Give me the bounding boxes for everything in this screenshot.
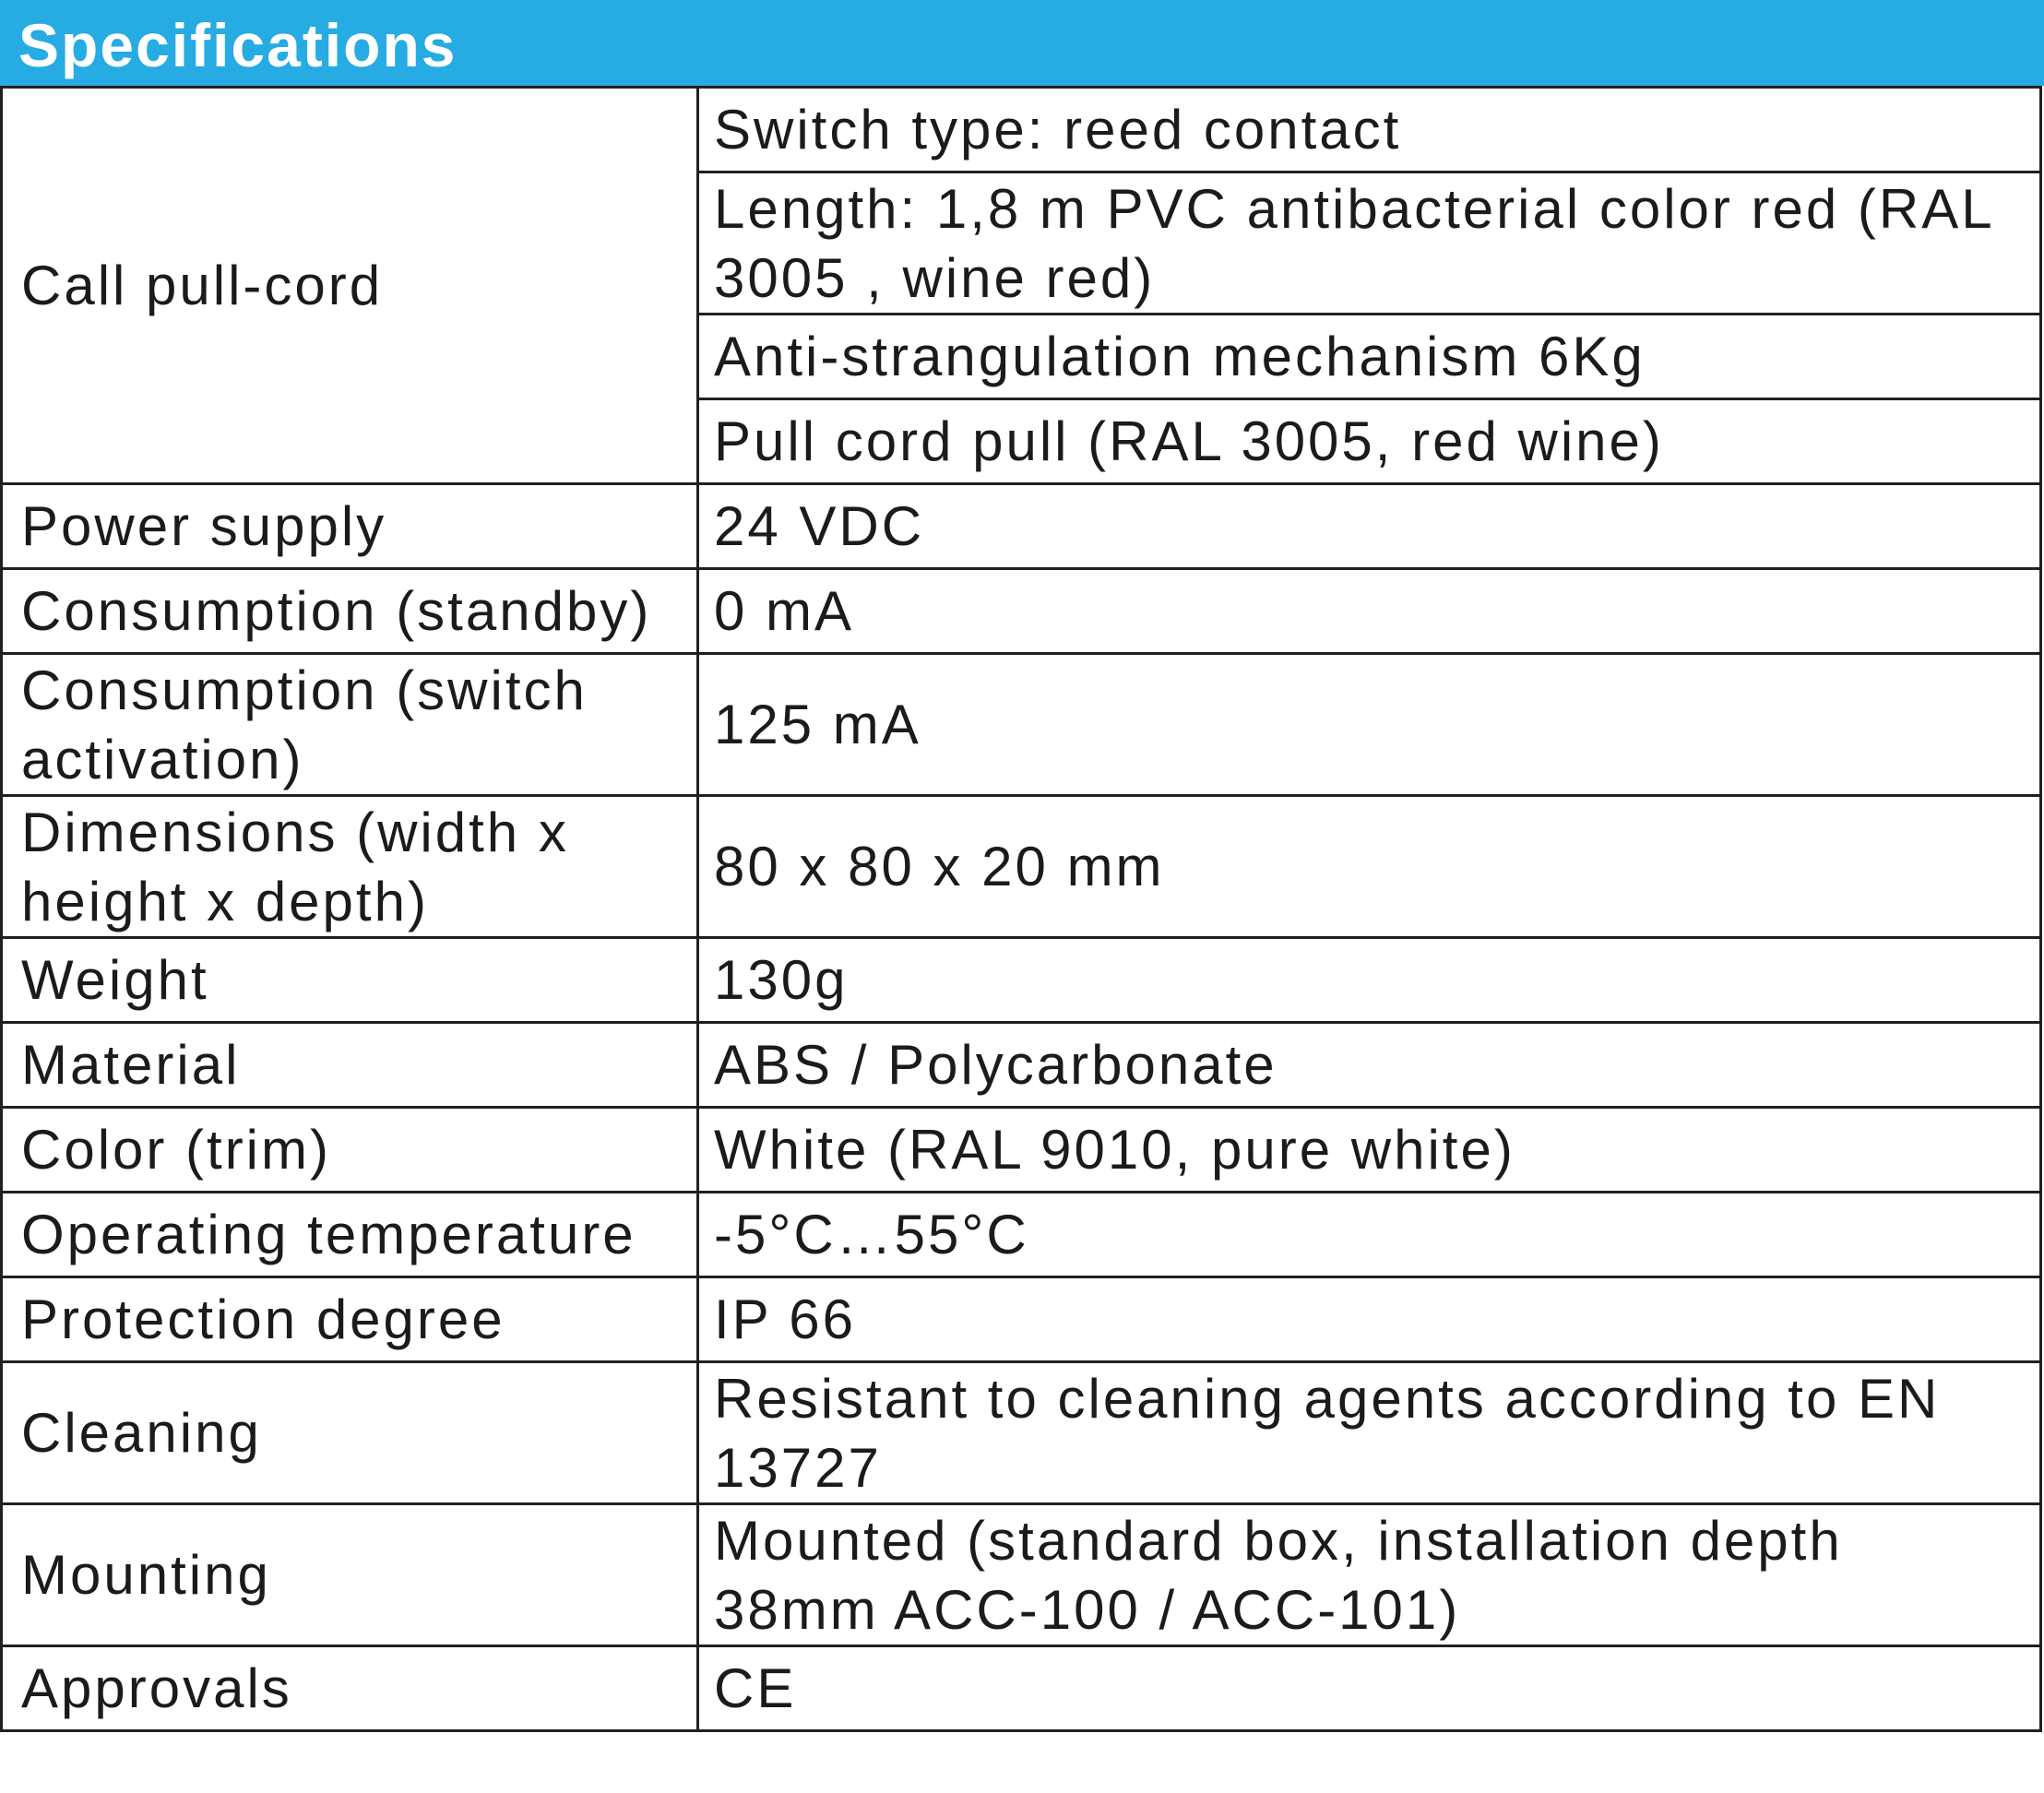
spec-label: Color (trim): [2, 1108, 698, 1193]
spec-row-consumption-switch: [2, 654, 2041, 796]
spec-label: Operating temperature: [2, 1193, 698, 1277]
spec-row-cleaning: [2, 1362, 2041, 1504]
spec-label: Dimensions (width x height x depth): [2, 796, 698, 938]
spec-row-consumption-standby: [2, 569, 2041, 654]
spec-row-power-supply: [2, 484, 2041, 569]
spec-value: ABS / Polycarbonate: [698, 1023, 2041, 1108]
spec-label: Mounting: [2, 1504, 698, 1646]
spec-label: Consumption (standby): [2, 569, 698, 654]
spec-row-mounting: [2, 1504, 2041, 1646]
spec-label: Material: [2, 1023, 698, 1108]
spec-value: CE: [698, 1646, 2041, 1731]
spec-row-color: [2, 1108, 2041, 1193]
spec-value: 0 mA: [698, 569, 2041, 654]
spec-value: 125 mA: [698, 654, 2041, 796]
spec-row-protection-degree: [2, 1277, 2041, 1362]
specifications-table: [0, 86, 2042, 1732]
spec-label: Consumption (switch activation): [2, 654, 698, 796]
spec-value: Resistant to cleaning agents according to EN 13727: [698, 1362, 2041, 1504]
spec-label: Call pull-cord: [2, 88, 698, 484]
section-title: Specifications: [18, 11, 458, 79]
spec-label: Approvals: [2, 1646, 698, 1731]
spec-value: 80 x 80 x 20 mm: [698, 796, 2041, 938]
spec-row-operating-temperature: [2, 1193, 2041, 1277]
section-header-bar: [0, 0, 2044, 86]
spec-label: Power supply: [2, 484, 698, 569]
spec-row-dimensions: [2, 796, 2041, 938]
spec-value: Mounted (standard box, installation depth 38mm ACC-100 / ACC-101): [698, 1504, 2041, 1646]
spec-value: Switch type: reed contact: [698, 88, 2041, 172]
spec-value: Anti-strangulation mechanism 6Kg: [698, 315, 2041, 399]
spec-value: 130g: [698, 938, 2041, 1023]
spec-value: Length: 1,8 m PVC antibacterial color red (RAL 3005 , wine red): [698, 172, 2041, 315]
spec-label: Protection degree: [2, 1277, 698, 1362]
spec-row-call-pull-cord: [2, 88, 2041, 172]
spec-row-approvals: [2, 1646, 2041, 1731]
spec-value: IP 66: [698, 1277, 2041, 1362]
spec-value: -5°C…55°C: [698, 1193, 2041, 1277]
spec-label: Weight: [2, 938, 698, 1023]
spec-row-material: [2, 1023, 2041, 1108]
spec-value: Pull cord pull (RAL 3005, red wine): [698, 399, 2041, 484]
spec-row-weight: [2, 938, 2041, 1023]
spec-value: 24 VDC: [698, 484, 2041, 569]
spec-label: Cleaning: [2, 1362, 698, 1504]
spec-value: White (RAL 9010, pure white): [698, 1108, 2041, 1193]
